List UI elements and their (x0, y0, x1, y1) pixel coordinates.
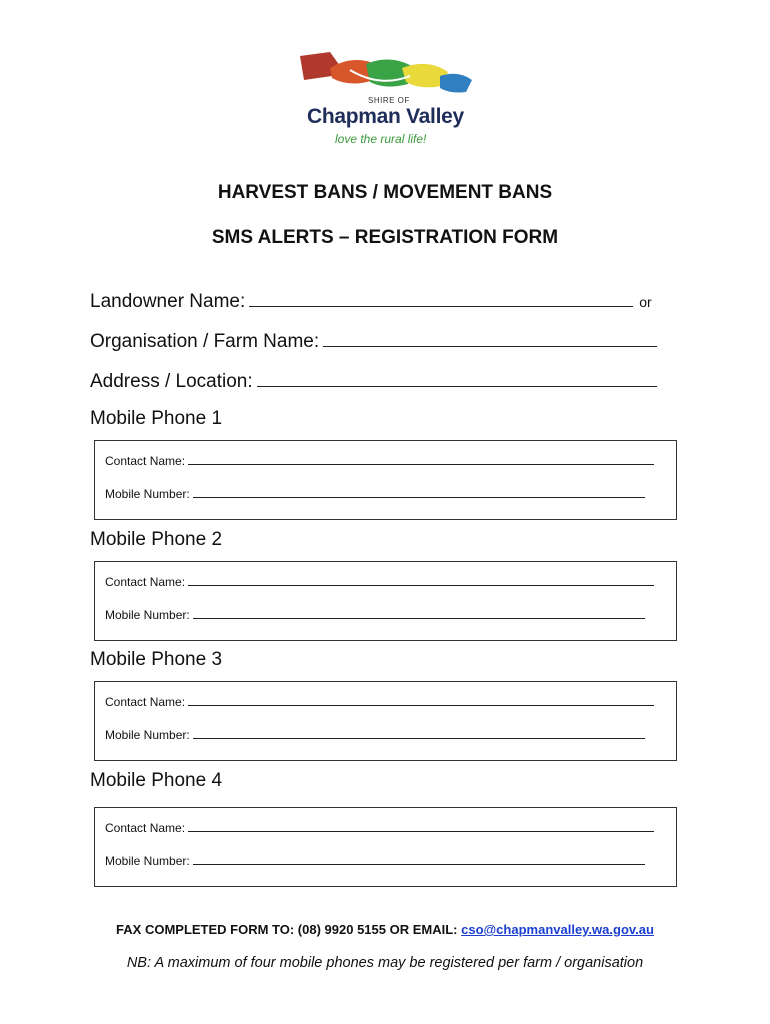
mobile-phone-2-heading: Mobile Phone 2 (90, 529, 223, 550)
logo-name: Chapman Valley (307, 105, 464, 128)
landowner-input-line[interactable] (249, 288, 633, 307)
mobile-number-row (105, 485, 645, 501)
landowner-label: Landowner Name: (90, 291, 246, 312)
contact-name-label: Contact Name: (105, 575, 186, 589)
mobile-phone-4-box (94, 807, 677, 887)
mobile-phone-2-box (94, 561, 677, 641)
contact-name-row (105, 452, 654, 468)
logo-shire-text: SHIRE OF (368, 96, 410, 105)
mobile-number-label: Mobile Number: (105, 608, 190, 622)
landowner-field (90, 288, 652, 313)
mobile-phone-4-heading: Mobile Phone 4 (90, 770, 223, 791)
contact-name-input-line[interactable] (188, 693, 654, 706)
organisation-input-line[interactable] (323, 328, 657, 347)
contact-name-row (105, 573, 654, 589)
shire-logo (290, 48, 480, 153)
contact-name-label: Contact Name: (105, 695, 186, 709)
contact-name-row (105, 819, 654, 835)
mobile-number-label: Mobile Number: (105, 487, 190, 501)
mobile-phone-1-heading: Mobile Phone 1 (90, 408, 223, 429)
contact-name-input-line[interactable] (188, 573, 654, 586)
mobile-phone-3-box (94, 681, 677, 761)
contact-name-input-line[interactable] (188, 452, 654, 465)
mobile-number-label: Mobile Number: (105, 728, 190, 742)
address-input-line[interactable] (257, 368, 657, 387)
mobile-number-row (105, 726, 645, 742)
form-title-line1: HARVEST BANS / MOVEMENT BANS (217, 182, 553, 203)
contact-name-input-line[interactable] (188, 819, 654, 832)
mobile-number-row (105, 606, 645, 622)
logo-tagline: love the rural life! (335, 132, 427, 146)
mobile-number-row (105, 852, 645, 868)
mobile-number-input-line[interactable] (193, 606, 645, 619)
contact-name-row (105, 693, 654, 709)
contact-name-label: Contact Name: (105, 454, 186, 468)
mobile-number-input-line[interactable] (193, 485, 645, 498)
fax-text: FAX COMPLETED FORM TO: (08) 9920 5155 OR EMAIL: (116, 922, 458, 937)
form-title-line2: SMS ALERTS – REGISTRATION FORM (211, 227, 559, 248)
mobile-phone-1-box (94, 440, 677, 520)
mobile-phone-3-heading: Mobile Phone 3 (90, 649, 223, 670)
mobile-number-input-line[interactable] (193, 852, 645, 865)
organisation-label: Organisation / Farm Name: (90, 331, 320, 352)
mobile-number-label: Mobile Number: (105, 854, 190, 868)
contact-name-label: Contact Name: (105, 821, 186, 835)
address-label: Address / Location: (90, 371, 253, 392)
fax-instructions (0, 922, 770, 937)
logo-landscape-graphic (290, 48, 480, 98)
organisation-field (90, 328, 657, 353)
mobile-number-input-line[interactable] (193, 726, 645, 739)
email-link[interactable]: cso@chapmanvalley.wa.gov.au (461, 922, 654, 937)
footer-note: NB: A maximum of four mobile phones may be registered per farm / organisation (126, 955, 644, 971)
landowner-or-text: or (639, 294, 652, 310)
address-field (90, 368, 657, 393)
